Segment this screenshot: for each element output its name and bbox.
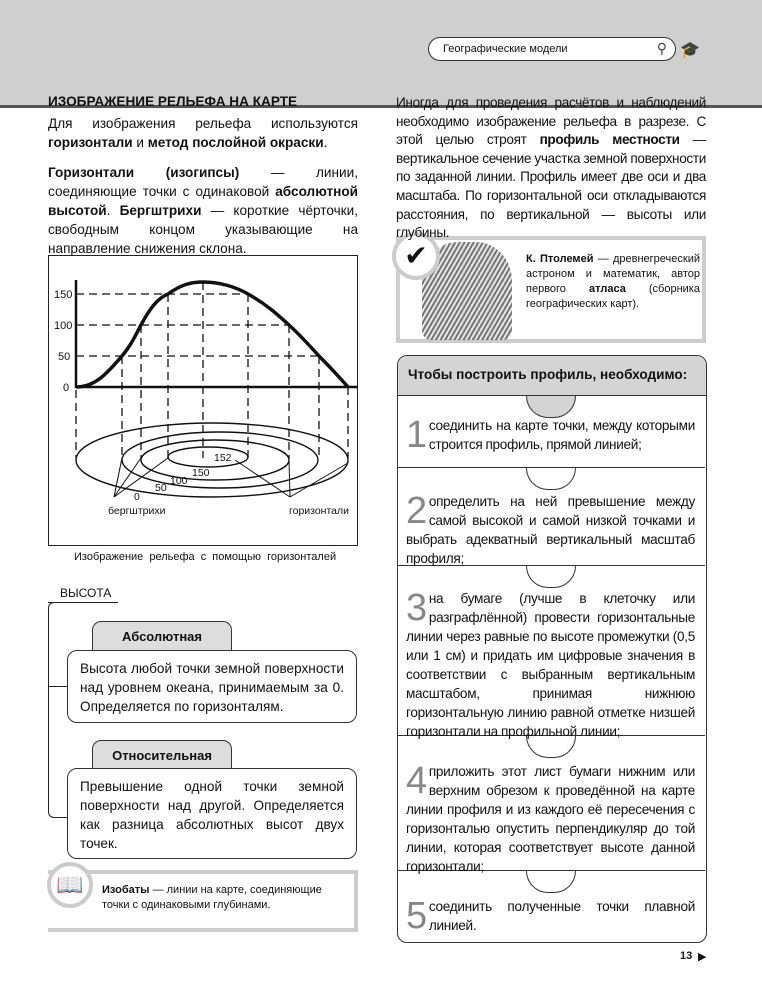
ring-label-50: 50: [155, 482, 167, 494]
text-run: и: [132, 135, 148, 150]
height-heading: ВЫСОТА: [60, 586, 112, 600]
step-number: 3: [406, 587, 427, 629]
profile-steps: [397, 355, 707, 943]
checkmark-icon: ✔: [392, 232, 440, 280]
bold-term: Изобаты: [102, 884, 150, 896]
relative-definition: Превышение одной точки земной поверхности над другой. Определяется как разница абсолютных высот двух точек.: [67, 768, 357, 859]
step-text: соединить на карте точки, между которыми строится профиль, прямой линией;: [428, 418, 695, 452]
text-run: Для изображения рельефа используются: [48, 116, 358, 131]
step-text: на бумаге (лучше в клеточку или разграфлённой) провести горизонтальные линии через равные по высоте промежутки (0,5 или 1 см) и придать им цифровые значения в соответствии с выбранным вертикальным масштабом, принимая нижнюю горизонтальную линию равной отметке низшей горизонтали на профильной линии;: [406, 591, 695, 739]
step-number: 1: [406, 414, 427, 456]
isobaths-note: [48, 870, 358, 932]
relative-tab: Относительная: [92, 740, 232, 770]
next-page-arrow-icon[interactable]: ▶: [698, 951, 707, 963]
bold-term: абсолютной высотой: [48, 184, 358, 218]
step-number: 4: [406, 760, 427, 802]
ring-label-152: 152: [214, 452, 232, 464]
step-3: [398, 566, 705, 739]
step-text: определить на ней превышение между самой высокой и самой низкой точками и выбрать адекватный вертикальный масштаб профиля;: [406, 494, 695, 566]
ptolemy-box: [396, 236, 706, 343]
label-contours: горизонтали: [289, 505, 350, 517]
contour-rings: [76, 423, 348, 497]
text-run: — короткие чёрточки, свободным концом указывающие на направление снижения склона.: [48, 203, 358, 256]
y-tick-100: 100: [54, 320, 73, 332]
text-run: .: [323, 135, 328, 150]
bold-term: Бергштрихи: [119, 203, 202, 218]
text-run: — древнегреческий астроном и математик, автор первого: [526, 253, 700, 295]
book-icon: 📖: [47, 862, 93, 908]
text-run: — вертикальное сечение участка земной поверхности по заданной линии. Профиль имеет две оси и два масштаба. По горизонтальной оси откладываются расстояния, по вертикальной — высоты или глубины.: [396, 132, 707, 241]
graduation-cap-icon: 🎓: [680, 42, 700, 59]
profile-curve: [76, 282, 348, 387]
y-tick-0: 0: [63, 382, 70, 394]
text-run: — линии, соединяющие точки с одинаковой: [48, 165, 358, 199]
step-text: соединить полученные точки плавной линией.: [428, 899, 695, 933]
label-bergstrichs: бергштрихи: [108, 505, 166, 517]
profile-paragraph: [396, 94, 706, 243]
steps-title: Чтобы построить профиль, необходимо:: [398, 356, 706, 396]
text-run: .: [106, 203, 120, 218]
step-number: 5: [406, 895, 427, 937]
bold-term: Горизонтали (изогипсы): [48, 165, 240, 180]
text-run: (сборника географических карт).: [526, 283, 700, 310]
y-tick-150: 150: [54, 289, 73, 301]
bold-term: атласа: [588, 283, 626, 295]
step-number: 2: [406, 490, 427, 532]
page-number: 13: [680, 950, 693, 962]
ring-label-0: 0: [134, 491, 140, 503]
search-text: Географические модели: [443, 43, 568, 55]
ptolemy-text: [526, 252, 700, 312]
bold-term: горизонтали: [48, 135, 133, 150]
magnifier-icon[interactable]: ⚲: [656, 40, 667, 56]
bold-term: К. Птолемей: [526, 253, 594, 265]
bracket-tick: [48, 686, 68, 687]
y-tick-50: 50: [58, 351, 71, 363]
absolute-tab: Абсолютная: [92, 621, 232, 651]
section-title: ИЗОБРАЖЕНИЕ РЕЛЬЕФА НА КАРТЕ: [48, 94, 298, 109]
text-run: Иногда для проведения расчётов и наблюдений необходимо изображение рельефа в разрезе. С этой целью строят: [396, 95, 706, 148]
bold-term: профиль местности: [539, 132, 680, 148]
text-run: — линии на карте, соединяющие точки с одинаковыми глубинами.: [102, 884, 322, 911]
ring-label-150: 150: [192, 467, 210, 479]
ring-label-100: 100: [170, 475, 188, 487]
bold-term: метод послойной окраски: [147, 135, 324, 150]
figure-caption: Изображение рельефа с помощью горизонталей: [74, 551, 337, 563]
absolute-definition: Высота любой точки земной поверхности над уровнем океана, принимаемым за 0. Определяется по горизонталям.: [67, 650, 357, 723]
step-text: приложить этот лист бумаги нижним или верхним обрезом к проведённой на карте линии профиля и из каждого её пересечения с горизонталью опустить перпендикуляр до той линии, которая соответствует высоте данной горизонтали;: [406, 764, 695, 874]
